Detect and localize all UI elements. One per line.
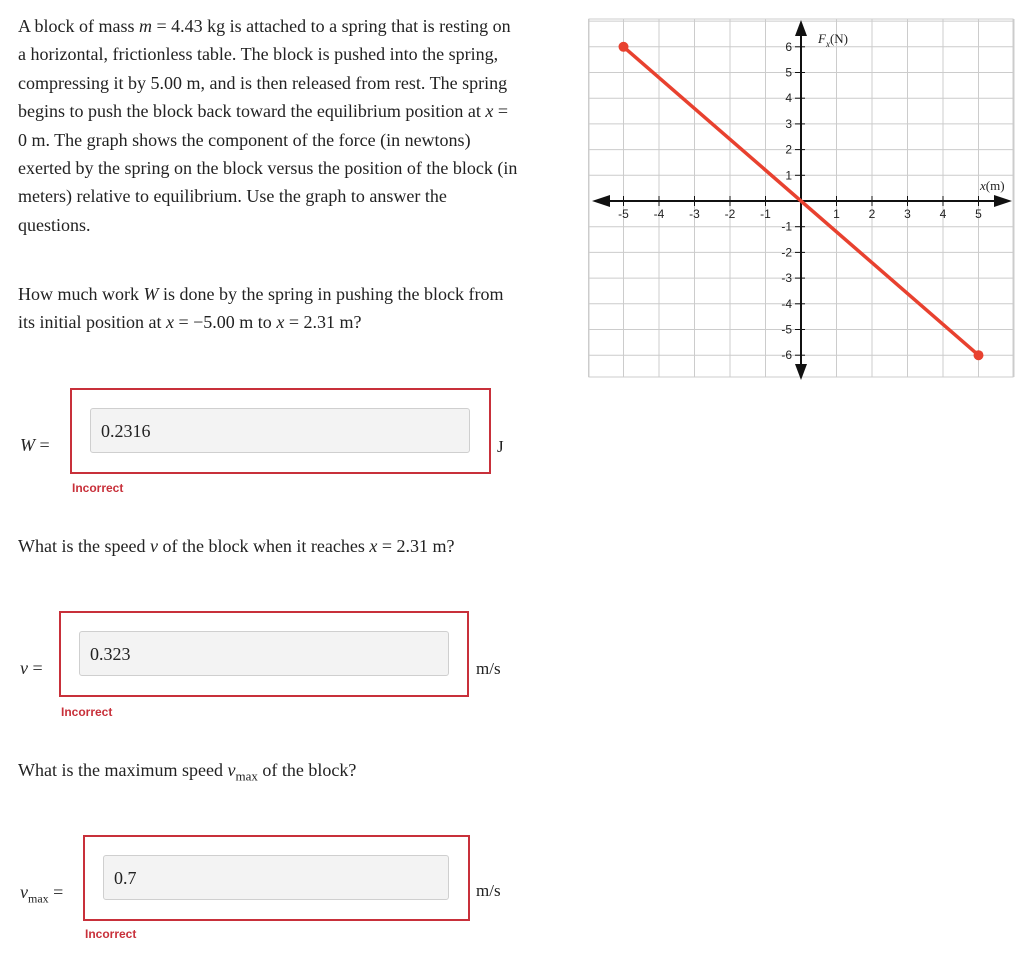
y-tick-label: -2 <box>781 245 792 260</box>
x-axis-arrow-left <box>592 195 610 207</box>
y-tick-label: 2 <box>785 142 792 157</box>
y-axis-title: $F_x(N)$ <box>818 31 848 49</box>
force-position-graph <box>588 18 1018 382</box>
problem-statement: A block of mass m = 4.43 kg is attached to a spring that is resting on a horizontal, frictionless table. The block is pushed into the spring, compressing it by 5.00 m, and is then released from rest. The spring begins to push the block back toward the equilibrium position at x = 0 m. The graph shows the component of the force (in newtons) exerted by the spring on the block versus the position of the block (in meters) relative to equilibrium. Use the graph to answer the questions. <box>18 16 518 235</box>
max-speed-unit: m/s <box>476 881 501 900</box>
question-1-text: How much work W is done by the spring in pushing the block from its initial position at x = −5.00 m to x = 2.31 m? <box>18 284 504 333</box>
work-unit: J <box>497 437 504 456</box>
question-3-text: What is the maximum speed $v_{max}$ of the block? <box>18 760 357 784</box>
x-tick-label: 2 <box>868 207 876 221</box>
x-tick-label: 5 <box>975 207 982 221</box>
y-tick-label: 4 <box>785 91 792 106</box>
x-tick-label: -1 <box>760 207 771 221</box>
speed-feedback: Incorrect <box>61 705 113 719</box>
y-tick-label: 5 <box>785 65 792 80</box>
speed-label: v = <box>20 658 43 678</box>
y-axis-arrow-up <box>795 20 807 36</box>
x-axis-title: x(m) <box>980 178 1005 193</box>
x-tick-label: -5 <box>618 207 629 221</box>
y-tick-label: -3 <box>781 271 792 286</box>
x-tick-label: 1 <box>833 207 840 221</box>
y-tick-label: 6 <box>785 39 792 54</box>
x-tick-label: 3 <box>904 207 911 221</box>
y-tick-label: 3 <box>785 116 792 131</box>
max-speed-feedback: Incorrect <box>85 927 137 941</box>
work-label: W = <box>20 435 50 455</box>
speed-input[interactable]: 0.323 <box>79 631 449 676</box>
x-tick-label: -4 <box>653 207 665 221</box>
endpoint-marker <box>974 350 984 360</box>
y-axis-arrow-down <box>795 364 807 380</box>
x-tick-label: 4 <box>939 207 947 221</box>
work-feedback: Incorrect <box>72 481 124 495</box>
max-speed-label: $v_{max}$ = <box>20 882 64 906</box>
x-axis-arrow-right <box>994 195 1012 207</box>
question-2-text: What is the speed v of the block when it reaches x = 2.31 m? <box>18 536 455 556</box>
y-tick-label: -4 <box>781 296 792 311</box>
work-input[interactable]: 0.2316 <box>90 408 470 453</box>
speed-unit: m/s <box>476 659 501 678</box>
y-tick-label: -5 <box>781 322 792 337</box>
y-tick-label: -1 <box>781 219 792 234</box>
endpoint-marker <box>619 42 629 52</box>
x-tick-label: -3 <box>689 207 700 221</box>
max-speed-input[interactable]: 0.7 <box>103 855 449 900</box>
y-tick-label: -6 <box>781 348 792 363</box>
y-tick-label: 1 <box>785 168 792 183</box>
x-tick-label: -2 <box>724 207 736 221</box>
